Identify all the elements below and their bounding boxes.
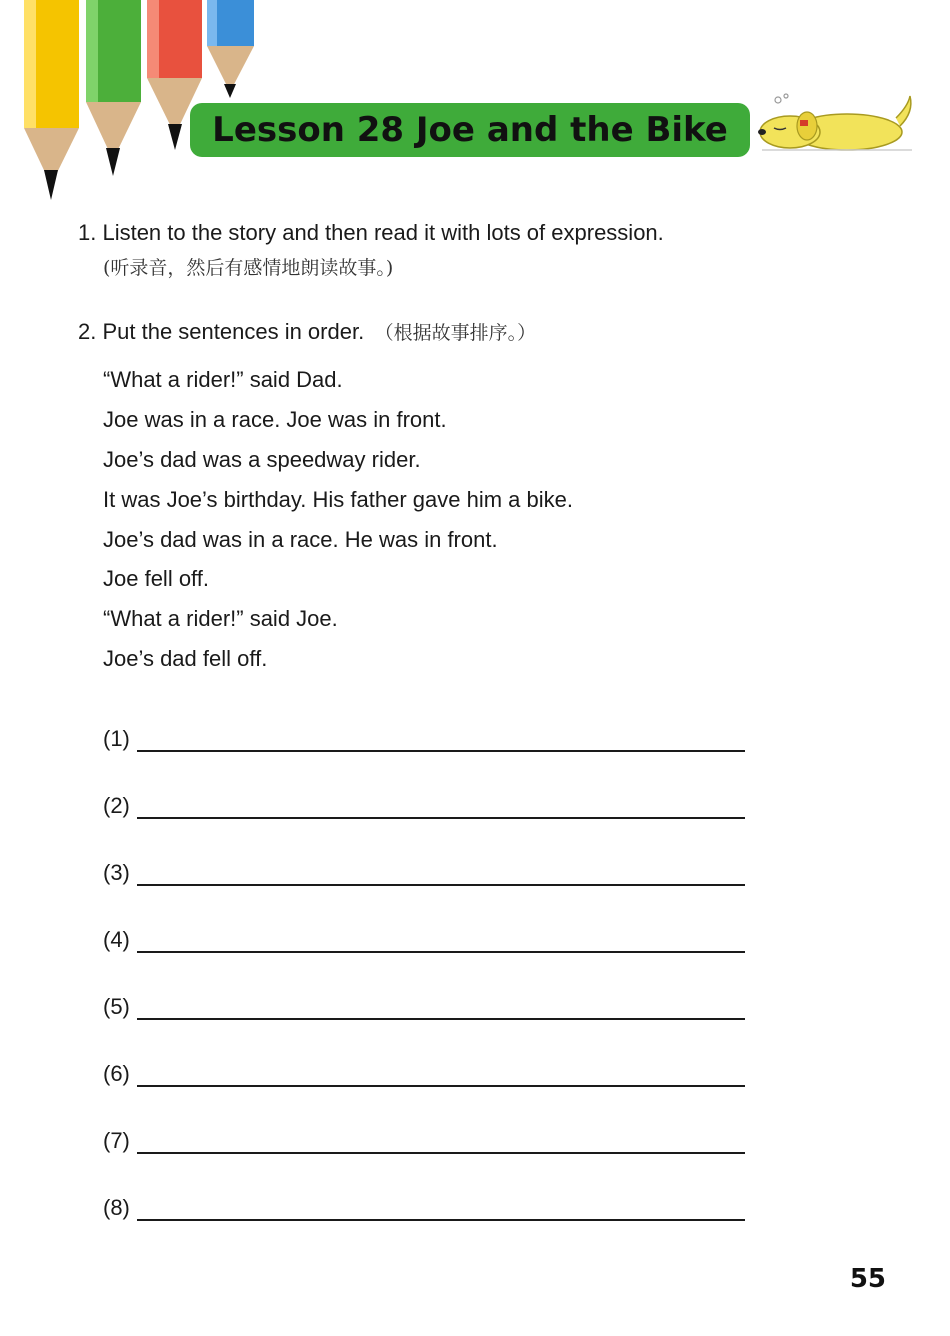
answer-number: (8) — [103, 1195, 130, 1220]
answer-row-2[interactable] — [103, 793, 745, 823]
sentence-3: Joe’s dad was a speedway rider. — [103, 447, 421, 472]
answer-line[interactable] — [137, 1085, 745, 1087]
answer-number: (7) — [103, 1128, 130, 1153]
answer-row-7[interactable] — [103, 1128, 745, 1158]
answer-number: (5) — [103, 994, 130, 1019]
question-2 — [78, 318, 536, 345]
question-1: 1. Listen to the story and then read it with lots of expression. — [78, 220, 664, 245]
page-number: 55 — [849, 1264, 886, 1294]
sentence-7: “What a rider!” said Joe. — [103, 606, 338, 631]
answer-line[interactable] — [137, 817, 745, 819]
answer-row-5[interactable] — [103, 994, 745, 1024]
sentence-2: Joe was in a race. Joe was in front. — [103, 407, 447, 432]
answer-line[interactable] — [137, 884, 745, 886]
sleeping-dog-icon — [752, 92, 922, 156]
answer-row-1[interactable] — [103, 726, 745, 756]
answer-number: (2) — [103, 793, 130, 818]
question-2-text: 2. Put the sentences in order. — [78, 319, 365, 344]
sentence-4: It was Joe’s birthday. His father gave him a bike. — [103, 487, 573, 512]
blue-pencil-icon — [207, 0, 254, 98]
answer-row-8[interactable] — [103, 1195, 745, 1225]
sentence-1: “What a rider!” said Dad. — [103, 367, 343, 392]
question-1-chinese: (听录音，然后有感情地朗读故事。) — [103, 257, 394, 279]
question-2-chinese: （根据故事排序。） — [374, 322, 537, 344]
answer-number: (1) — [103, 726, 130, 751]
answer-line[interactable] — [137, 1018, 745, 1020]
answer-line[interactable] — [137, 750, 745, 752]
answer-row-6[interactable] — [103, 1061, 745, 1091]
sentence-5: Joe’s dad was in a race. He was in front. — [103, 527, 498, 552]
answer-row-4[interactable] — [103, 927, 745, 957]
answer-number: (3) — [103, 860, 130, 885]
sentence-6: Joe fell off. — [103, 566, 209, 591]
answer-row-3[interactable] — [103, 860, 745, 890]
yellow-pencil-icon — [24, 0, 79, 200]
answer-number: (6) — [103, 1061, 130, 1086]
answer-number: (4) — [103, 927, 130, 952]
answer-line[interactable] — [137, 1219, 745, 1221]
answer-line[interactable] — [137, 951, 745, 953]
page-title: Lesson 28 Joe and the Bike — [212, 110, 728, 150]
answer-line[interactable] — [137, 1152, 745, 1154]
title-banner — [190, 103, 750, 157]
green-pencil-icon — [86, 0, 141, 176]
sentence-8: Joe’s dad fell off. — [103, 646, 268, 671]
